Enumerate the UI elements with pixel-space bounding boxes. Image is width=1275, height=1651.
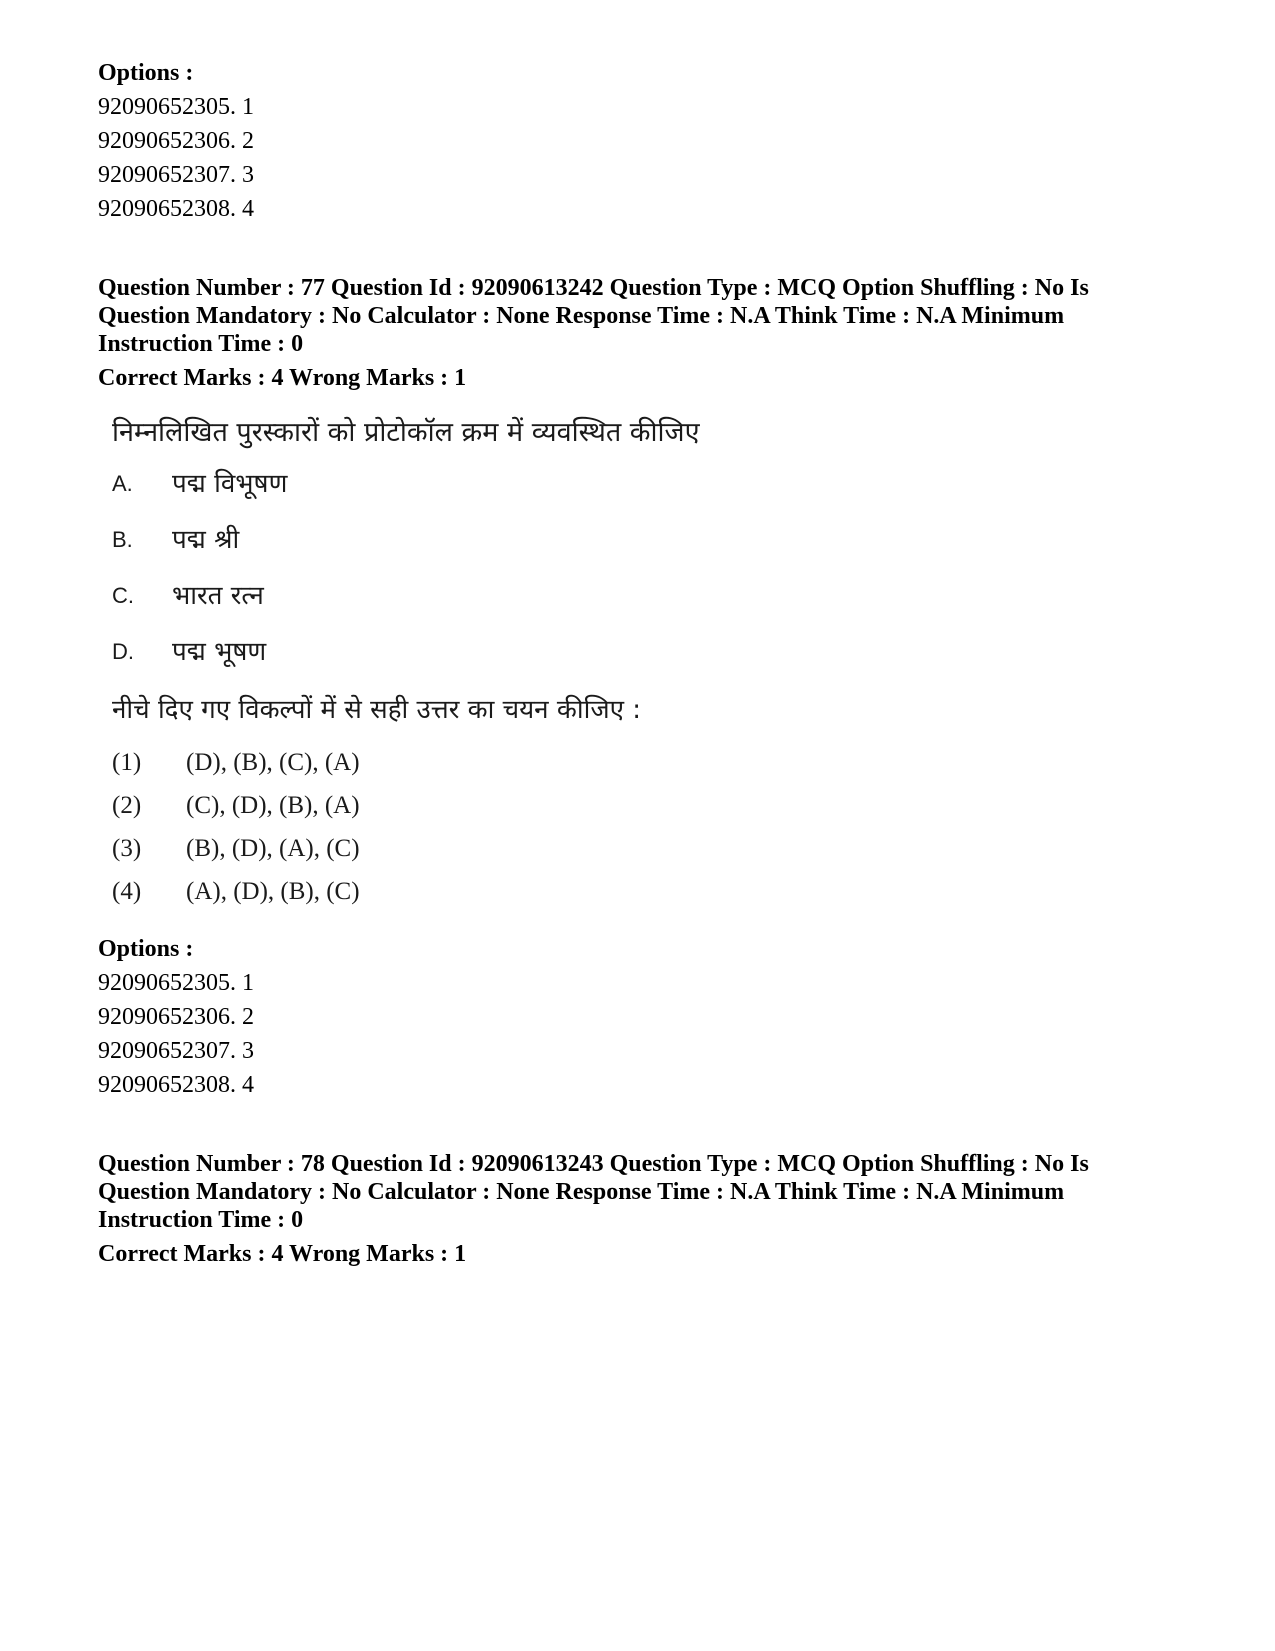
item-text: पद्म भूषण	[172, 637, 267, 667]
previous-question-options	[98, 56, 254, 226]
question-77-header	[98, 274, 1178, 392]
option-item: 92090652306. 2	[98, 1004, 254, 1030]
question-stem: निम्नलिखित पुरस्कारों को प्रोटोकॉल क्रम में व्यवस्थित कीजिए	[112, 417, 700, 448]
item-text: भारत रत्न	[172, 581, 264, 611]
question-78-marks: Correct Marks : 4 Wrong Marks : 1	[98, 1241, 467, 1267]
item-letter: A.	[112, 471, 133, 496]
choice-text: (D), (B), (C), (A)	[186, 749, 360, 776]
option-item: 92090652306. 2	[98, 128, 254, 154]
question-77-options	[98, 932, 254, 1102]
choice-number: (3)	[112, 835, 142, 862]
choice-number: (2)	[112, 792, 142, 819]
option-item: 92090652307. 3	[98, 162, 254, 188]
item-text: पद्म श्री	[172, 525, 240, 555]
options-heading: Options :	[98, 60, 194, 86]
question-78-header	[98, 1150, 1178, 1268]
choice-number: (1)	[112, 749, 142, 776]
option-item: 92090652308. 4	[98, 196, 254, 222]
item-letter: D.	[112, 639, 134, 664]
item-text: पद्म विभूषण	[172, 469, 288, 499]
option-item: 92090652308. 4	[98, 1072, 254, 1098]
question-77-meta: Question Number : 77 Question Id : 92090613242 Question Type : MCQ Option Shuffling : No Is Question Mandatory : No Calculator : None Response Time : N.A Think Time : N.A Minimum Instruction Time : 0	[98, 275, 1089, 357]
question-instruction: नीचे दिए गए विकल्पों में से सही उत्तर का चयन कीजिए :	[112, 695, 642, 725]
choice-number: (4)	[112, 878, 142, 905]
choice-text: (A), (D), (B), (C)	[186, 878, 360, 905]
choice-text: (B), (D), (A), (C)	[186, 835, 360, 862]
item-letter: B.	[112, 527, 133, 552]
choice-text: (C), (D), (B), (A)	[186, 792, 360, 819]
options-heading: Options :	[98, 936, 194, 962]
item-letter: C.	[112, 583, 134, 608]
option-item: 92090652307. 3	[98, 1038, 254, 1064]
question-77-marks: Correct Marks : 4 Wrong Marks : 1	[98, 365, 467, 391]
option-item: 92090652305. 1	[98, 94, 254, 120]
question-78-meta: Question Number : 78 Question Id : 92090613243 Question Type : MCQ Option Shuffling : No Is Question Mandatory : No Calculator : None Response Time : N.A Think Time : N.A Minimum Instruction Time : 0	[98, 1151, 1089, 1233]
option-item: 92090652305. 1	[98, 970, 254, 996]
